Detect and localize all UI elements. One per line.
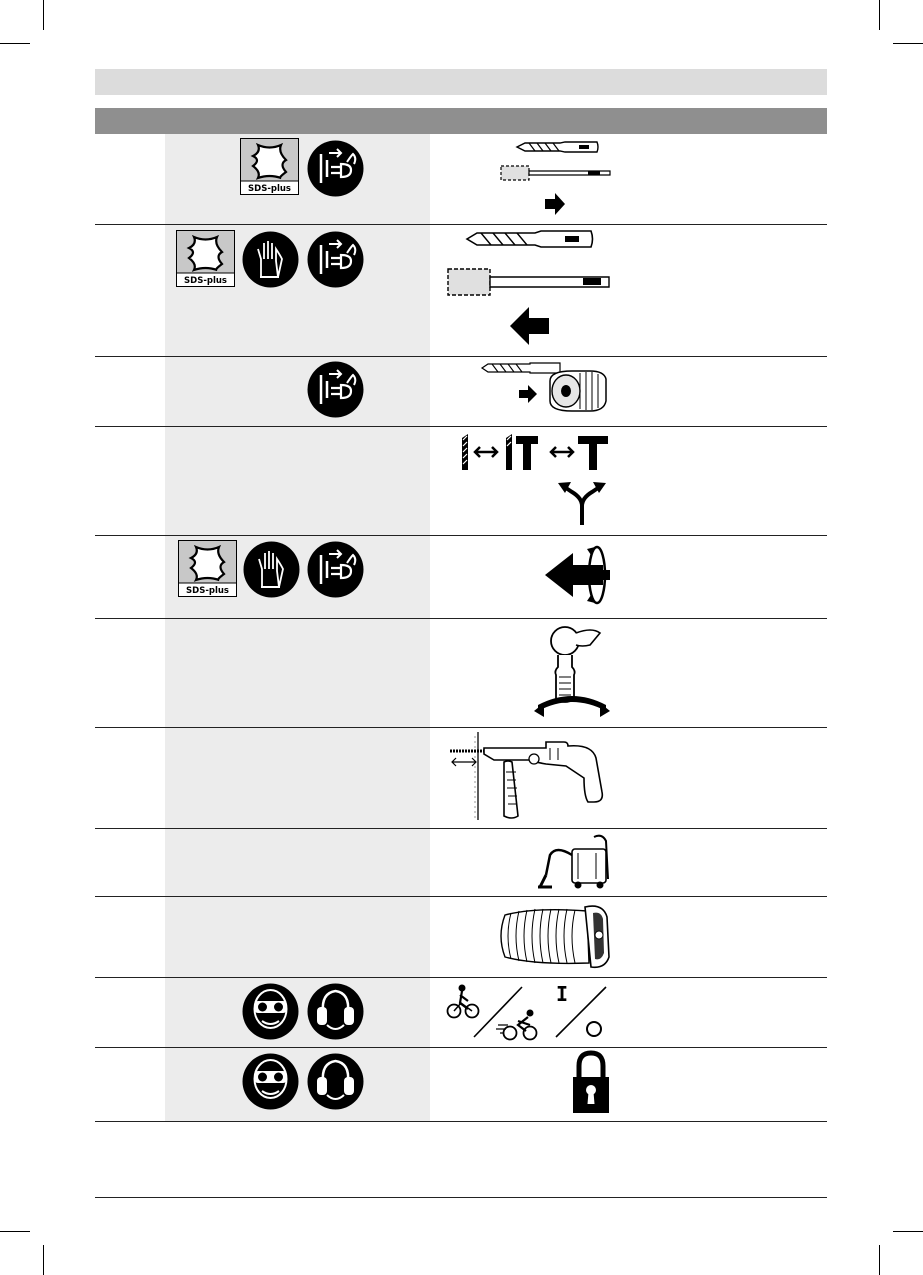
unplug-icon <box>307 140 364 197</box>
unplug-icon <box>307 231 364 288</box>
dust-extraction-icon <box>495 901 611 971</box>
crop-mark <box>0 1231 30 1232</box>
sds-plus-icon <box>176 230 235 287</box>
gloves-icon <box>243 541 300 598</box>
chisel-icon <box>447 266 611 298</box>
sds-plus-label: SDS-plus <box>248 184 291 194</box>
arrow-right-icon <box>518 384 538 404</box>
arrow-left-icon <box>509 306 551 346</box>
crop-mark <box>879 1245 880 1275</box>
row-divider <box>95 1121 827 1122</box>
sds-plus-icon <box>240 138 299 195</box>
row-divider <box>95 1047 827 1048</box>
ear-protection-icon <box>307 1053 364 1110</box>
row-divider <box>95 356 827 357</box>
gloves-icon <box>242 231 299 288</box>
crop-mark <box>0 43 30 44</box>
row-divider <box>95 535 827 536</box>
unplug-icon <box>307 361 364 418</box>
row-divider <box>95 727 827 728</box>
crop-mark <box>893 1231 923 1232</box>
crop-mark <box>43 1245 44 1275</box>
row-divider <box>95 618 827 619</box>
speed-mode-cyclist-icon <box>446 981 546 1041</box>
lock-icon <box>571 1050 611 1114</box>
header-bar-dark <box>95 108 827 134</box>
depth-stop-drill-icon <box>446 730 606 822</box>
vacuum-cleaner-icon <box>538 831 610 891</box>
crop-mark <box>879 0 880 30</box>
drill-bit-icon <box>465 229 595 249</box>
crop-mark <box>43 0 44 30</box>
sds-plus-icon <box>178 540 237 597</box>
header-bar-light <box>95 69 827 95</box>
sds-plus-label: SDS-plus <box>186 586 229 596</box>
ear-protection-icon <box>307 983 364 1040</box>
sds-plus-label: SDS-plus <box>184 276 227 286</box>
safety-goggles-icon <box>242 983 299 1040</box>
row-divider <box>95 828 827 829</box>
arrow-right-icon <box>543 192 567 216</box>
switch-on-label: I <box>555 983 569 1006</box>
fork-arrows-icon <box>556 480 608 526</box>
rotate-lock-icon <box>543 543 611 607</box>
unplug-icon <box>307 541 364 598</box>
row-divider <box>95 426 827 427</box>
row-divider <box>95 896 827 897</box>
drill-bit-icon <box>515 140 600 154</box>
drill-chuck-icon <box>544 367 610 415</box>
on-off-icon <box>550 983 610 1041</box>
auxiliary-handle-icon <box>532 623 612 719</box>
row-divider <box>95 977 827 978</box>
safety-goggles-icon <box>242 1053 299 1110</box>
mode-switch-icon <box>460 432 610 472</box>
row-divider <box>95 224 827 225</box>
crop-mark <box>893 43 923 44</box>
chisel-icon <box>500 163 612 183</box>
footer-rule <box>95 1197 827 1198</box>
